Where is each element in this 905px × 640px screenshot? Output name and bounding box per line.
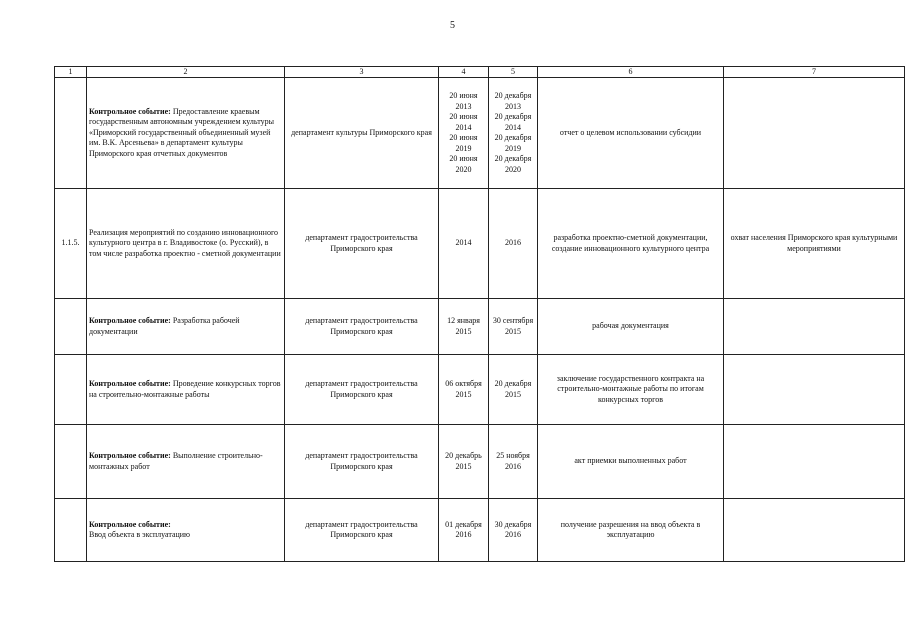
end-date-line: 2020 xyxy=(505,164,521,174)
start-date-cell xyxy=(439,78,489,189)
indicator-cell xyxy=(724,425,905,499)
page-number: 5 xyxy=(450,20,455,31)
event-name-cell xyxy=(87,299,285,355)
end-date-line: 20 декабря xyxy=(494,154,532,163)
end-date-line: 20 декабря xyxy=(494,133,532,142)
indicator-cell xyxy=(724,355,905,425)
schedule-table xyxy=(54,66,905,562)
event-name: Предоставление краевым государственным автономным учреждением культуры «Приморский государственный объединенный музей им. В.К. Арсеньева» в департамент культуры Приморского края отчетных документов xyxy=(89,106,275,158)
event-name: Ввод объекта в эксплуатацию xyxy=(89,530,191,539)
header-cell: 7 xyxy=(724,67,905,78)
start-date-line: 2015 xyxy=(455,326,472,336)
end-date-cell xyxy=(489,425,538,499)
end-date-line: 2013 xyxy=(505,101,521,111)
executor-cell: департамент градостроительства Приморского края xyxy=(285,299,439,355)
end-date-cell xyxy=(489,299,538,355)
result-cell: отчет о целевом использовании субсидии xyxy=(538,78,724,189)
result-cell: акт приемки выполненных работ xyxy=(538,425,724,499)
indicator-cell xyxy=(724,499,905,562)
executor-cell: департамент культуры Приморского края xyxy=(285,78,439,189)
result-cell: рабочая документация xyxy=(538,299,724,355)
end-date-line: 2016 xyxy=(505,530,521,539)
result-cell: получение разрешения на ввод объекта в эксплуатацию xyxy=(538,499,724,562)
header-cell: 4 xyxy=(439,67,489,78)
start-date-cell xyxy=(439,499,489,562)
end-date-line: 20 декабря xyxy=(494,112,532,121)
event-name: Проведение конкурсных торгов на строительно-монтажные работы xyxy=(89,379,281,399)
table-row xyxy=(55,299,905,355)
table-row xyxy=(55,78,905,189)
event-name: Реализация мероприятий по созданию инновационного культурного центра в г. Владивостоке (о. Русский), в том числе разработка проектно - сметной документации xyxy=(89,227,281,258)
row-number xyxy=(55,355,87,425)
end-date-line: 2015 xyxy=(505,389,521,399)
end-date-line: 30 сентября xyxy=(492,316,534,325)
event-name-cell xyxy=(87,425,285,499)
executor-cell: департамент градостроительства Приморского края xyxy=(285,189,439,299)
row-number xyxy=(55,425,87,499)
result-cell: заключение государственного контракта на строительно-монтажные работы по итогам конкурсных торгов xyxy=(538,355,724,425)
start-date-line: 2016 xyxy=(455,530,472,539)
event-name: Разработка рабочей документации xyxy=(89,316,240,336)
indicator-cell: охват населения Приморского края культурными мероприятиями xyxy=(724,189,905,299)
start-date-line: 20 июня xyxy=(449,154,478,163)
event-name-cell xyxy=(87,355,285,425)
end-date-line: 2016 xyxy=(505,238,521,248)
row-number xyxy=(55,499,87,562)
start-date-line: 12 января xyxy=(447,316,480,325)
executor-cell: департамент градостроительства Приморского края xyxy=(285,499,439,562)
row-number xyxy=(55,78,87,189)
start-date-line: 20 декабрь xyxy=(445,451,482,460)
control-event-label: Контрольное событие: xyxy=(89,379,171,388)
start-date-cell xyxy=(439,189,489,299)
start-date-line: 2015 xyxy=(455,389,472,399)
start-date-line: 06 октября xyxy=(445,379,482,388)
control-event-label: Контрольное событие: xyxy=(89,106,171,116)
end-date-line: 2015 xyxy=(505,326,521,336)
end-date-cell xyxy=(489,189,538,299)
indicator-cell xyxy=(724,78,905,189)
end-date-line: 2016 xyxy=(505,461,521,471)
header-cell: 1 xyxy=(55,67,87,78)
header-cell: 3 xyxy=(285,67,439,78)
start-date-line: 20 июня xyxy=(449,91,478,100)
event-name-cell xyxy=(87,189,285,299)
end-date-line: 30 декабря xyxy=(494,519,532,529)
table-row xyxy=(55,355,905,425)
event-name-cell xyxy=(87,78,285,189)
end-date-line: 2014 xyxy=(505,122,521,132)
start-date-line: 20 июня xyxy=(449,133,478,142)
executor-cell: департамент градостроительства Приморского края xyxy=(285,425,439,499)
start-date-cell xyxy=(439,355,489,425)
table-row xyxy=(55,425,905,499)
start-date-line: 2014 xyxy=(455,238,472,248)
start-date-line: 01 декабря xyxy=(445,519,482,529)
header-cell: 2 xyxy=(87,67,285,78)
start-date-line: 2014 xyxy=(455,122,472,132)
table-row xyxy=(55,189,905,299)
header-cell: 6 xyxy=(538,67,724,78)
end-date-cell xyxy=(489,499,538,562)
control-event-label: Контрольное событие: xyxy=(89,451,171,460)
start-date-line: 2013 xyxy=(455,101,472,111)
end-date-cell xyxy=(489,78,538,189)
end-date-line: 20 декабря xyxy=(494,91,532,100)
start-date-cell xyxy=(439,299,489,355)
table-row xyxy=(55,499,905,562)
header-cell: 5 xyxy=(489,67,538,78)
start-date-line: 2019 xyxy=(455,143,472,153)
indicator-cell xyxy=(724,299,905,355)
row-number: 1.1.5. xyxy=(55,189,87,299)
end-date-line: 25 ноября xyxy=(496,451,530,460)
header-row xyxy=(55,67,905,78)
event-name: Выполнение строительно-монтажных работ xyxy=(89,451,263,471)
executor-cell: департамент градостроительства Приморского края xyxy=(285,355,439,425)
result-cell: разработка проектно-сметной документации, создание инновационного культурного центра xyxy=(538,189,724,299)
event-name-cell xyxy=(87,499,285,562)
start-date-line: 2020 xyxy=(455,164,472,174)
control-event-label: Контрольное событие: xyxy=(89,316,171,325)
control-event-label: Контрольное событие: xyxy=(89,519,171,529)
row-number xyxy=(55,299,87,355)
start-date-cell xyxy=(439,425,489,499)
end-date-line: 20 декабря xyxy=(494,379,532,388)
start-date-line: 20 июня xyxy=(449,112,478,121)
end-date-line: 2019 xyxy=(505,143,521,153)
end-date-cell xyxy=(489,355,538,425)
start-date-line: 2015 xyxy=(455,461,472,471)
